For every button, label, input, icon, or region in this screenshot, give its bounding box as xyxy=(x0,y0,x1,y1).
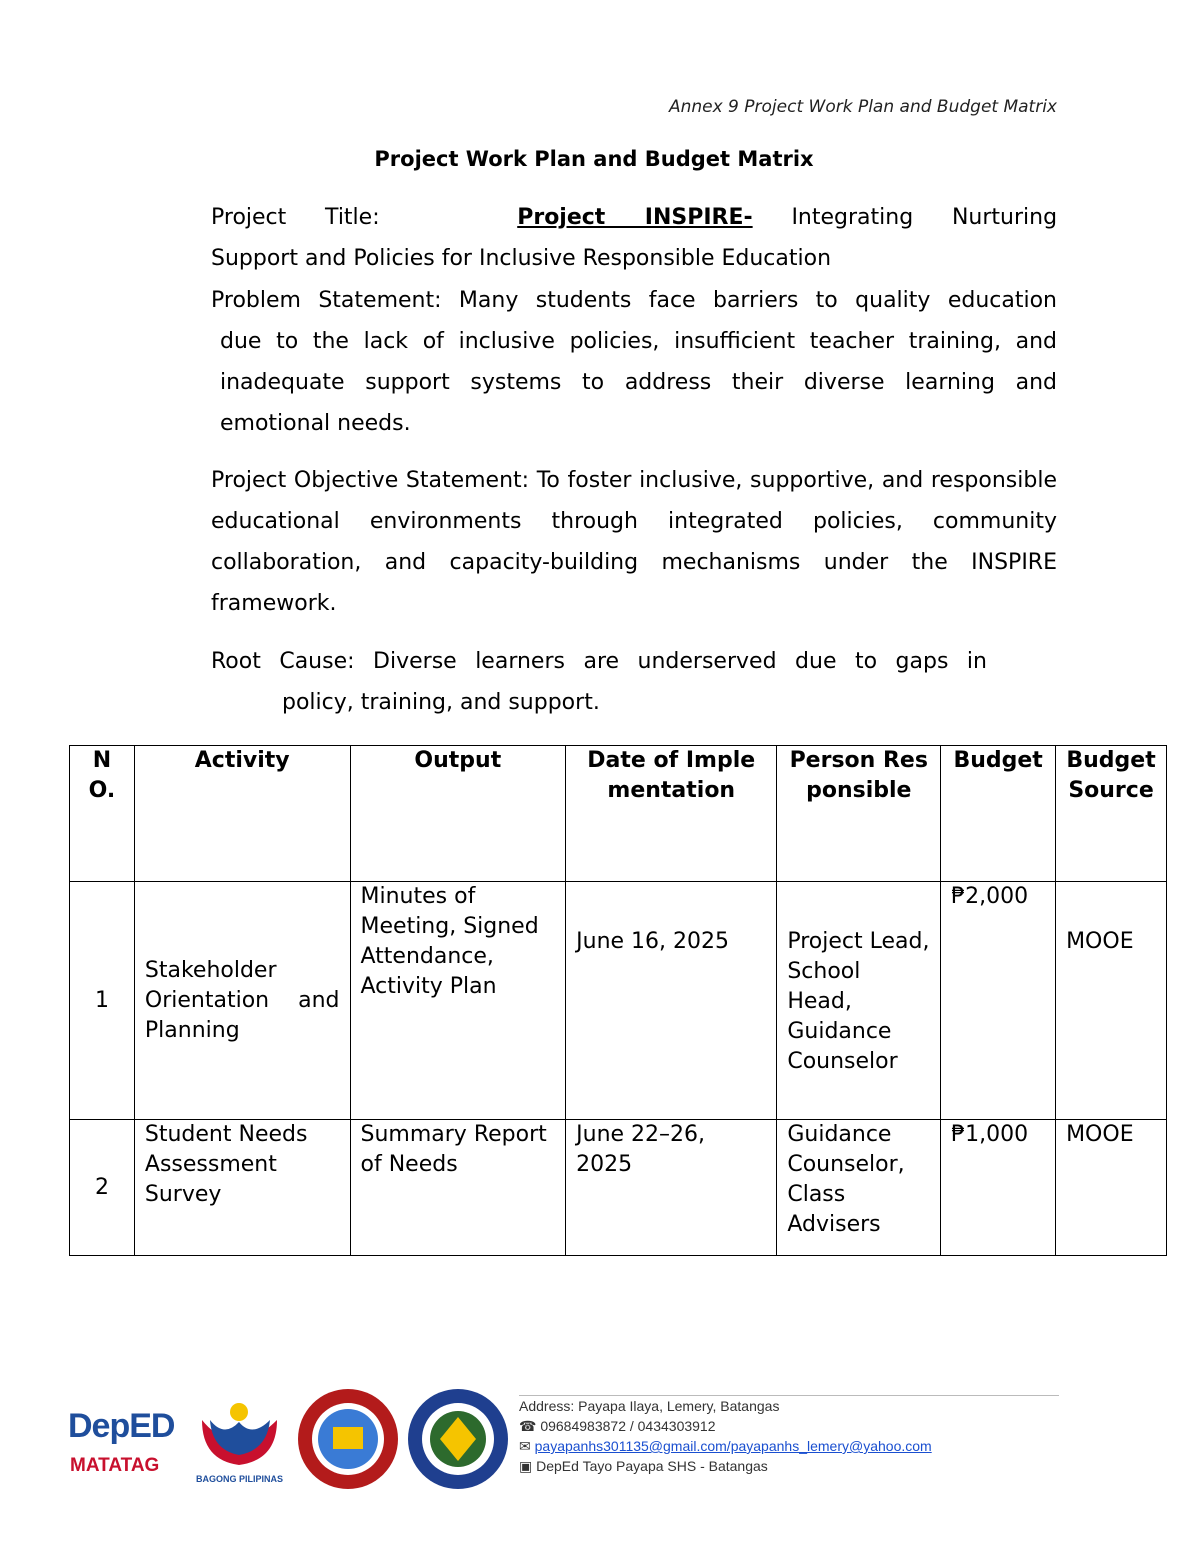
row-output: Summary Report of Needs xyxy=(350,1120,566,1256)
division-seal-icon xyxy=(296,1387,401,1492)
row-person: Project Lead, School Head, Guidance Counselor xyxy=(777,882,941,1120)
col-header-output: Output xyxy=(350,746,566,882)
school-seal-logo xyxy=(406,1387,511,1492)
row-no: 2 xyxy=(70,1120,135,1256)
row-output: Minutes of Meeting, Signed Attendance, Activity Plan xyxy=(350,882,566,1120)
document-title: Project Work Plan and Budget Matrix xyxy=(374,147,814,171)
email-line xyxy=(519,1436,1059,1456)
school-seal-icon xyxy=(406,1387,511,1492)
project-title-name: Project INSPIRE- xyxy=(517,205,753,230)
project-title-rest-1: Integrating Nurturing xyxy=(791,205,1058,230)
matatag-logo-text: MATATAG xyxy=(70,1455,160,1476)
problem-statement-line-1: Problem Statement: Many students face barriers to quality education xyxy=(211,288,1057,313)
project-title-label: Project Title: xyxy=(211,205,380,230)
footer-letterhead xyxy=(64,1385,1064,1505)
col-header-activity: Activity xyxy=(134,746,350,882)
col-header-date: Date of Implementation xyxy=(566,746,777,882)
row-date: June 22–26, 2025 xyxy=(566,1120,777,1256)
table-row xyxy=(70,1120,1167,1256)
email-link[interactable]: payapanhs301135@gmail.com/payapanhs_lemery@yahoo.com xyxy=(534,1438,932,1454)
col-header-budget: Budget xyxy=(941,746,1056,882)
phone-text: 09684983872 / 0434303912 xyxy=(540,1418,716,1434)
row-person: Guidance Counselor, Class Advisers xyxy=(777,1120,941,1256)
row-no: 1 xyxy=(70,882,135,1120)
row-date: June 16, 2025 xyxy=(566,882,777,1120)
root-cause-line-2: policy, training, and support. xyxy=(282,690,600,715)
row-budget: ₱2,000 xyxy=(941,882,1056,1120)
deped-matatag-logo xyxy=(64,1385,174,1495)
table-header-row xyxy=(70,746,1167,882)
project-title-line-2: Support and Policies for Inclusive Responsible Education xyxy=(211,246,832,271)
annex-header: Annex 9 Project Work Plan and Budget Matrix xyxy=(668,97,1057,117)
contact-block xyxy=(519,1393,1059,1476)
col-header-source: Budget Source xyxy=(1056,746,1167,882)
table-row xyxy=(70,882,1167,1120)
row-source: MOOE xyxy=(1056,882,1167,1120)
root-cause-line-1: Root Cause: Diverse learners are underserved due to gaps in xyxy=(211,649,987,674)
bagong-pilipinas-emblem-icon xyxy=(192,1390,287,1470)
col-header-person: Person Responsible xyxy=(777,746,941,882)
division-seal-logo xyxy=(296,1387,401,1492)
col-header-no: NO. xyxy=(70,746,135,882)
school-line xyxy=(519,1456,1059,1476)
bagong-pilipinas-logo xyxy=(192,1390,287,1490)
address-text: Address: Payapa Ilaya, Lemery, Batangas xyxy=(519,1398,780,1414)
school-text: DepEd Tayo Payapa SHS - Batangas xyxy=(536,1458,768,1474)
bagong-pilipinas-text: BAGONG PILIPINAS xyxy=(195,1474,283,1484)
budget-matrix-table xyxy=(69,745,1167,1256)
mail-icon: ✉ xyxy=(519,1438,535,1454)
row-activity: Student Needs Assessment Survey xyxy=(134,1120,350,1256)
row-budget: ₱1,000 xyxy=(941,1120,1056,1256)
problem-statement-rest: due to the lack of inclusive policies, insufficient teacher training, and inadequate support systems to address their diverse learning and emotional needs. xyxy=(220,329,1057,436)
objective-statement: Project Objective Statement: To foster inclusive, supportive, and responsible educational environments through integrated policies, community collaboration, and capacity-building mechanisms under the INSPIRE framework. xyxy=(211,468,1057,616)
phone-line xyxy=(519,1416,1059,1436)
facebook-icon: ▣ xyxy=(519,1458,537,1474)
phone-icon: ☎ xyxy=(519,1418,541,1434)
row-source: MOOE xyxy=(1056,1120,1167,1256)
project-title-line xyxy=(211,197,1057,238)
deped-logo-text: DepED xyxy=(68,1407,175,1445)
row-activity: Stakeholder Orientation and Planning xyxy=(134,882,350,1120)
